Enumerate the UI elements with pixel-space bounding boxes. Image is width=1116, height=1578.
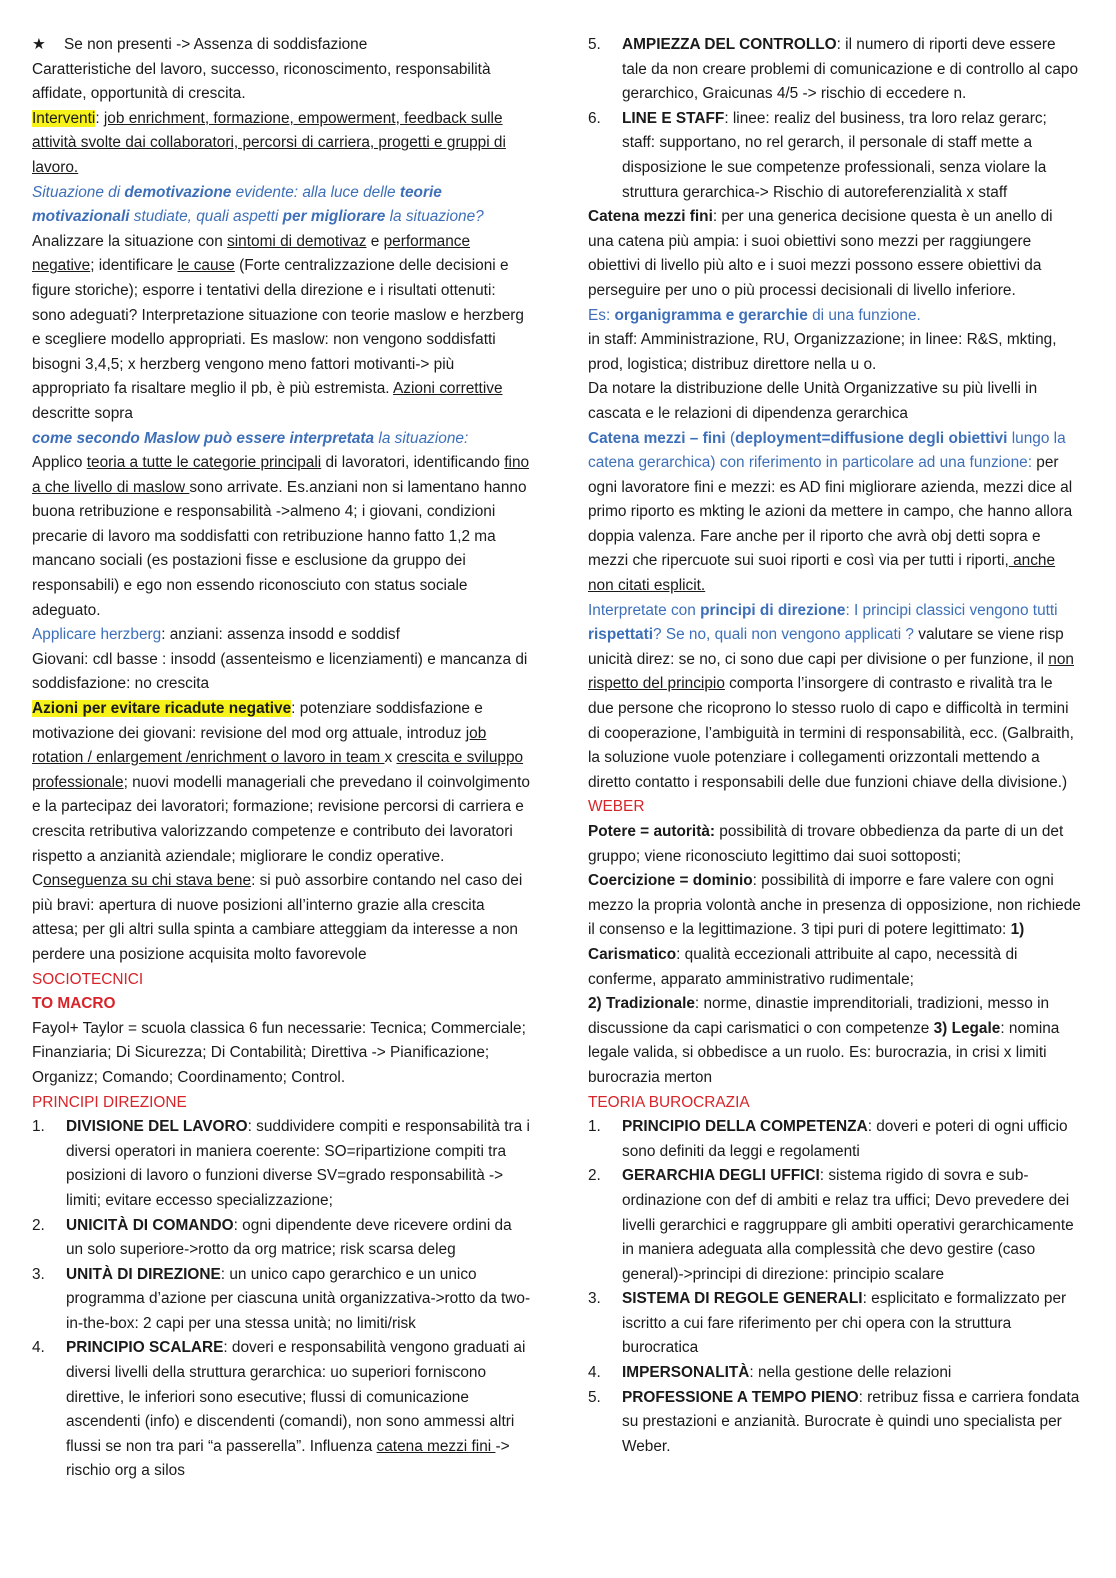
list-item: 5. PROFESSIONE A TEMPO PIENO: retribuz fissa e carriera fondata su prestazioni e anzianità. Burocrate è quindi uno specialista per Weber. <box>588 1388 1080 1455</box>
list-item: 1. DIVISIONE DEL LAVORO: suddividere compiti e responsabilità tra i diversi operatori in maniera coerente: SO=ripartizione compiti tra posizioni di lavoro o funzioni diverse SV=grado responsabilità -> limiti; evitare eccesso specializzazione; <box>32 1118 530 1209</box>
interventi-label: Interventi <box>32 109 96 127</box>
list-item: 3. UNITÀ DI DIREZIONE: un unico capo gerarchico e un unico programma d’azione per ciascuna unità organizzativa->rotto da two-in-the-box: 2 capi per una stessa unità; no limiti/risk <box>32 1265 531 1332</box>
answer-demotivazione: Analizzare la situazione con sintomi di demotivaz e performance negative; identificare le cause (Forte centralizzazione delle decisioni e figure storiche); esporre i tentativi della direzione e i risultati ottenuti: sono adeguati? Interpretazione situazione con teorie maslow e herzberg e scegliere modello appropriati. Es maslow: non vengono soddisfatti bisogni 3,4,5; x herzberg vengono meno fattori motivanti-> più appropriato fa risaltare meglio il pb, è più estremista. Azioni correttive descritte sopra <box>32 232 524 422</box>
principi-list-cont <box>588 33 1082 205</box>
list-item: 4. IMPERSONALITÀ: nella gestione delle relazioni <box>588 1364 952 1382</box>
list-item: 4. PRINCIPIO SCALARE: doveri e responsabilità vengono graduati ai diversi livelli della struttura gerarchica: uo superiori forniscono direttive, le inferiori sono esecutive; flussi di comunicazione ascendenti (info) e discendenti (comandi), non sono ammessi altri flussi se non tra pari “a passerella”. Influenza catena mezzi fini -> rischio org a silos <box>32 1339 526 1480</box>
interpretate-principi: Interpretate con principi di direzione: I principi classici vengono tutti rispettati? Se no, quali non vengono applicati ? valutare se viene risp unicità direz: se no, ci sono due capi per divisione o per funzione, il non rispetto del principio comporta l’insorgere di contrasto e rivalità tra le due persone che ricoprono lo stesso ruolo di capo e difficoltà in termini di cooperazione, l’ambiguità in termini di responsabilità, ecc. (Galbraith, la soluzione vuole potenziare i collegamenti orizzontali mettendo a diretto contatto i responsabili delle due funzioni chiave della divisione.) <box>588 601 1074 791</box>
staff-line: in staff: Amministrazione, RU, Organizzazione; in linee: R&S, mkting, prod, logistica; distribuz direttore nella u o. <box>588 331 1057 373</box>
star-line: ★ Se non presenti -> Assenza di soddisfazione <box>32 33 532 58</box>
list-item: 2. UNICITÀ DI COMANDO: ogni dipendente deve ricevere ordini da un solo superiore->rotto da org matrice; risk scarsa deleg <box>32 1216 512 1259</box>
azioni-paragraph: Azioni per evitare ricadute negative: potenziare soddisfazione e motivazione dei giovani: revisione del mod org attuale, introduz job rotation / enlargement /enrichment o lavoro in team x crescita e sviluppo professionale; nuovi modelli manageriali che prevedano il coinvolgimento e la partecipaz dei lavoratori; formazione; revisione percorsi di carriera e crescita retributiva valorizzando competenze e contributo dei lavoratori rispetto a anzianità aziendale; migliorare le condiz operative. Conseguenza su chi stava bene: si può assorbire contando nel caso dei più bravi: apertura di nuove posizioni all’interno grazie alla crescita attesa; per gli altri sulla spinta a cambiare atteggiam da interesse a non perdere una posizione acquisita molto favorevole <box>32 700 530 963</box>
heading-teoria-burocrazia: TEORIA BUROCRAZIA <box>588 1093 750 1111</box>
star-icon: ★ <box>32 36 46 53</box>
heading-principi-direzione: PRINCIPI DIREZIONE <box>32 1093 187 1111</box>
es-organigramma: Es: organigramma e gerarchie di una funzione. <box>588 306 921 324</box>
question-maslow: come secondo Maslow può essere interpretata la situazione: <box>32 429 469 447</box>
catena-mezzi-fini: Catena mezzi fini: per una generica decisione questa è un anello di una catena più ampia: i suoi obiettivi sono mezzi per raggiungere obiettivi di livello più alto e i suoi mezzi possono essere obiettivi da perseguire per uno o più processi decisionali di livello inferiore. <box>588 208 1053 299</box>
list-item: 1. PRINCIPIO DELLA COMPETENZA: doveri e poteri di ogni ufficio sono definiti da leggi e regolamenti <box>588 1118 1068 1160</box>
list-item: 5. AMPIEZZA DEL CONTROLLO: il numero di riporti deve essere tale da non creare problemi di comunicazione e di controllo al capo gerarchico, Graicunas 4/5 -> rischio di eccedere n. <box>588 36 1079 103</box>
principi-list <box>32 1115 532 1484</box>
tradizionale-paragraph: 2) Tradizionale: norme, dinastie imprenditoriali, tradizioni, messo in discussione da capi carismatici o con competenze 3) Legale: nomina legale valida, si obbedisce a un ruolo. Es: burocrazia, in crisi x limiti burocrazia merton <box>588 995 1060 1086</box>
left-column <box>32 33 532 1484</box>
giovani-line: Giovani: cdl basse : insodd (assenteismo e licenziamenti) e mancanza di soddisfazione: no crescita <box>32 650 528 693</box>
fattori-motivanti: Caratteristiche del lavoro, successo, riconoscimento, responsabilità affidate, opportunità di crescita. <box>32 60 491 103</box>
question-demotivazione: Situazione di demotivazione evidente: alla luce delle teorie motivazionali studiate, quali aspetti per migliorare la situazione? <box>32 183 484 226</box>
list-item: 2. GERARCHIA DEGLI UFFICI: sistema rigido di sovra e sub-ordinazione con def di ambiti e relaz tra uffici; Devo prevedere dei livelli gerarchici e raggruppare gli ambiti operativi gerarchicamente in maniera adeguata alla complessità che devo gestire (caso general)->principi di direzione: principio scalare <box>588 1167 1074 1283</box>
notare-line: Da notare la distribuzione delle Unità Organizzative su più livelli in cascata e le relazioni di dipendenza gerarchica <box>588 380 1038 422</box>
catena-deployment: Catena mezzi – fini (deployment=diffusione degli obiettivi lungo la catena gerarchica) con riferimento in particolare ad una funzione: per ogni lavoratore fini e mezzi: es AD fini migliorare azienda, mezzi dice al primo riporto es mkting le azioni da mettere in campo, che hanno allora doppia valenza. Fare anche per il riporto che avrà obj detti sopra e mezzi che ripercuote sui suoi riporti e così via per tutti i riporti, anche non citati esplicit. <box>588 429 1073 595</box>
heading-to-macro: TO MACRO <box>32 995 116 1013</box>
heading-weber: WEBER <box>588 798 645 816</box>
herzberg-line: Applicare herzberg: anziani: assenza insodd e soddisf <box>32 626 400 644</box>
potere-line: Potere = autorità: possibilità di trovare obbedienza da parte di un det gruppo; viene riconosciuto legittimo dai suoi sottoposti; <box>588 823 1064 865</box>
list-item: 6. LINE E STAFF: linee: realiz del business, tra loro relaz gerarc; staff: supportano, no rel gerarch, il personale di staff mette a disposizione le sue competenze professionali, senza violare la struttura gerarchica-> Rischio di autoreferenzialità x staff <box>588 109 1047 201</box>
list-item: 3. SISTEMA DI REGOLE GENERALI: esplicitato e formalizzato per iscritto a cui fare riferimento per chi opera con la struttura burocratica <box>588 1290 1067 1357</box>
azioni-label: Azioni per evitare ricadute negative <box>32 700 292 718</box>
answer-maslow: Applico teoria a tutte le categorie principali di lavoratori, identificando fino a che livello di maslow sono arrivate. Es.anziani non si lamentano hanno buona retribuzione e responsabilità ->almeno 4; i giovani, condizioni precarie di lavoro ma soddisfatti con retribuzione hanno fatto 1,2 ma mancano sociali (es postazioni fisse e esclusione da gruppo dei responsabili) e ego non essendo riconosciuto con status sociale adeguato. <box>32 454 530 619</box>
coercizione-paragraph: Coercizione = dominio: possibilità di imporre e fare valere con ogni mezzo la propria volontà anche in presenza di opposizione, non richiede il consenso e la legittimazione. 3 tipi puri di potere legittimato: 1) Carismatico: qualità eccezionali attribuite al capo, necessità di conferme, apparato amministrativo rudimentale; <box>588 872 1081 988</box>
right-column <box>588 33 1082 1459</box>
interventi-paragraph: Interventi: job enrichment, formazione, empowerment, feedback sulle attività svolte dai collaboratori, percorsi di carriera, progetti e gruppi di lavoro. <box>32 109 506 176</box>
heading-sociotecnici: SOCIOTECNICI <box>32 970 144 988</box>
fayol-paragraph: Fayol+ Taylor = scuola classica 6 fun necessarie: Tecnica; Commerciale; Finanziaria; Di Sicurezza; Di Contabilità; Direttiva -> Pianificazione; Organizz; Comando; Coordinamento; Control. <box>32 1019 526 1086</box>
burocrazia-list <box>588 1115 1082 1459</box>
